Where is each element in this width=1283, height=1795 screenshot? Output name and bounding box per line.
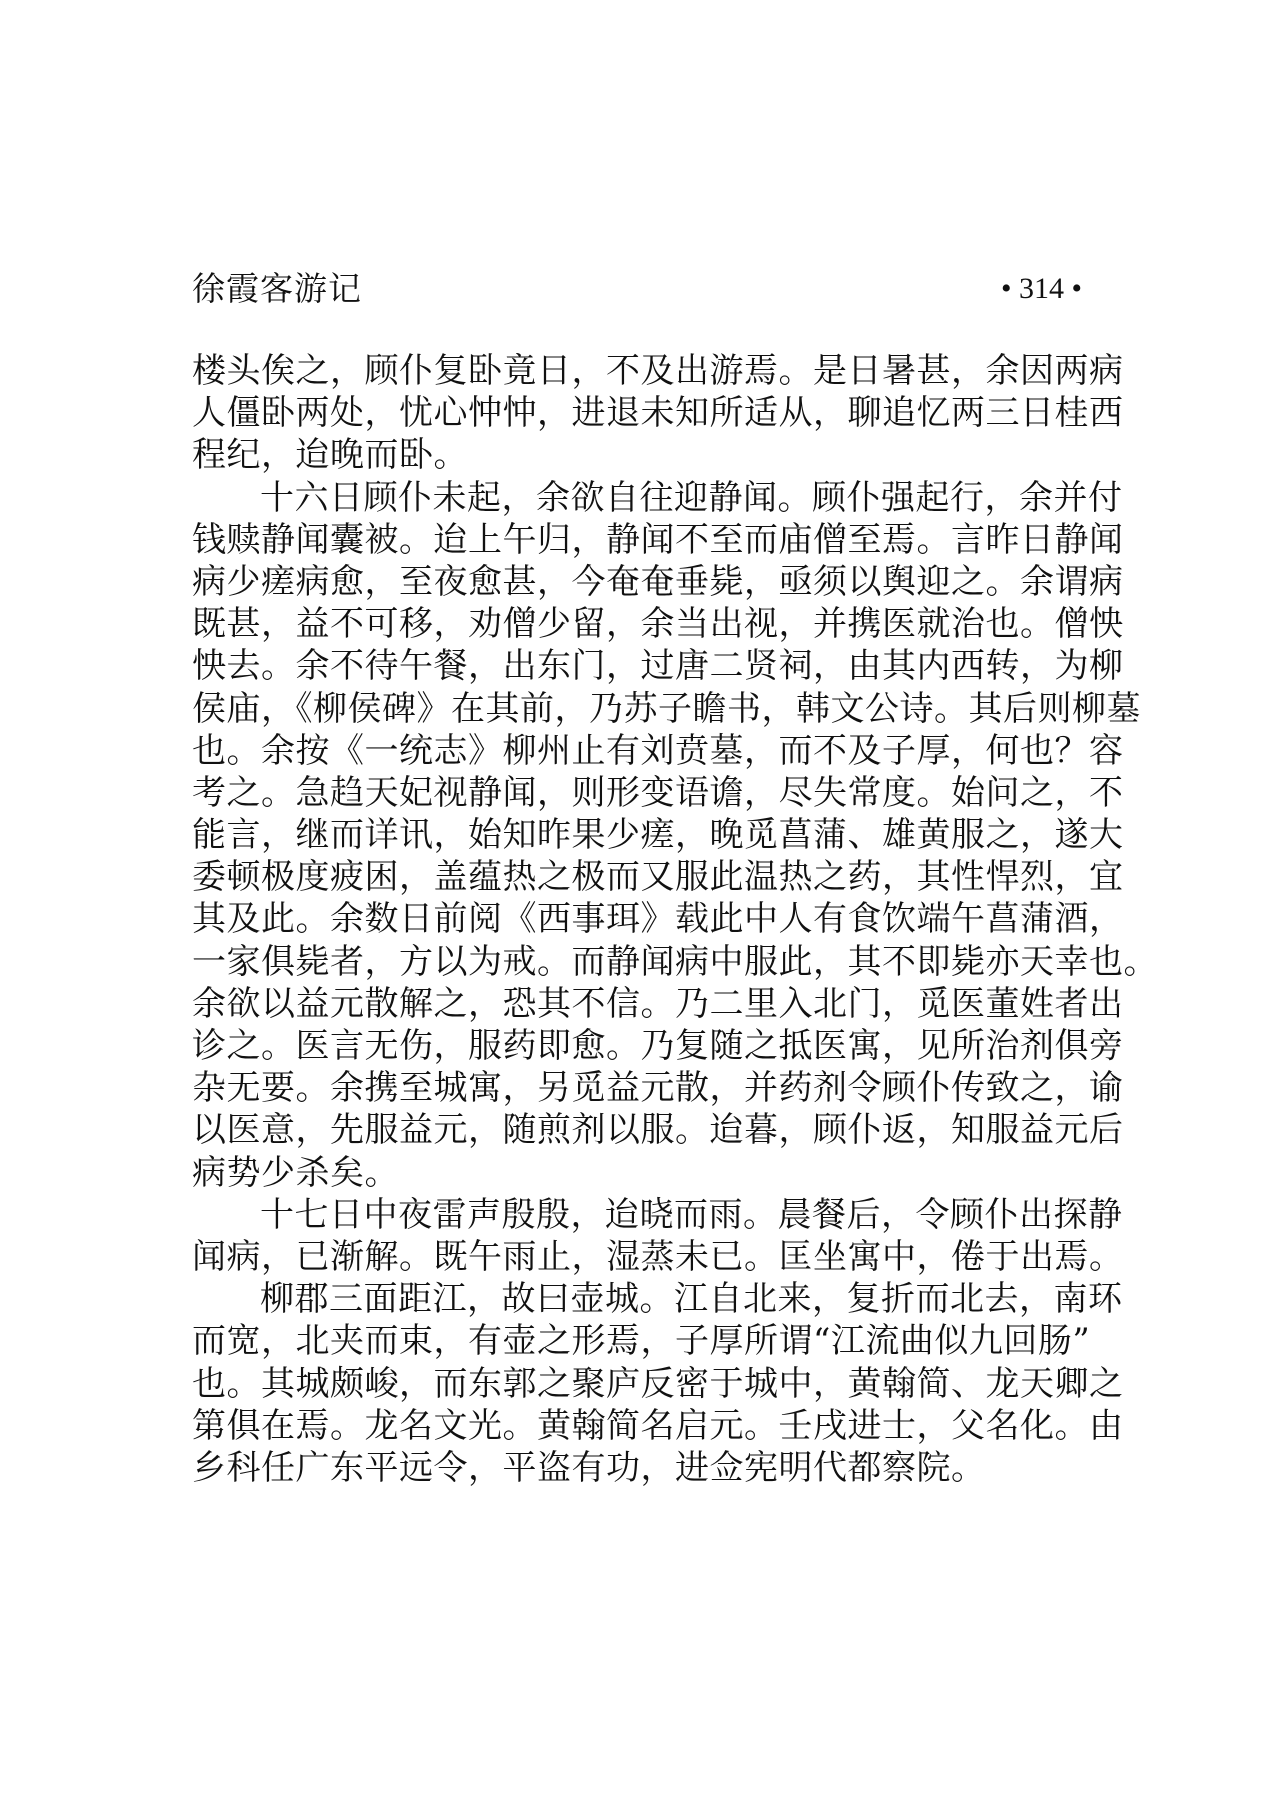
text-line	[192, 941, 1158, 983]
line-text: 其及此。余数日前阅《西事珥》载此中人有食饮端午菖蒲酒，	[192, 899, 1124, 940]
line-text: 侯庙，《柳侯碑》在其前，乃苏子瞻书，韩文公诗。其后则柳墓	[192, 688, 1141, 729]
text-line	[192, 1109, 1124, 1151]
line-text: 余欲以益元散解之，恐其不信。乃二里入北门，觅医董姓者出	[192, 983, 1124, 1024]
body-text	[192, 350, 1158, 1489]
line-text: 人僵卧两处，忧心忡忡，进退未知所适从，聊追忆两三日桂西	[192, 393, 1124, 434]
text-line	[192, 392, 1124, 434]
line-text: 以医意，先服益元，随煎剂以服。迨暮，顾仆返，知服益元后	[192, 1110, 1124, 1151]
line-text: 委顿极度疲困，盖蕴热之极而又服此温热之药，其性悍烈，宜	[192, 857, 1124, 898]
text-line	[192, 1320, 1091, 1362]
text-line	[192, 350, 1124, 392]
line-text: 乡科任广东平远令，平盗有功，进佥宪明代都察院。	[192, 1447, 986, 1488]
line-text: 十七日中夜雷声殷殷，迨晓而雨。晨餐后，令顾仆出探静	[260, 1194, 1123, 1235]
text-line	[192, 519, 1124, 561]
text-line	[192, 477, 1123, 519]
page-header	[192, 264, 1082, 314]
text-line	[192, 645, 1124, 687]
line-text: 怏去。余不待午餐，出东门，过唐二贤祠，由其内西转，为柳	[192, 646, 1124, 687]
text-line	[192, 1025, 1124, 1067]
text-line	[192, 603, 1124, 645]
line-text: 第俱在焉。龙名文光。黄翰简名启元。壬戌进士，父名化。由	[192, 1405, 1124, 1446]
line-text: 杂无要。余携至城寓，另觅益元散，并药剂令顾仆传致之，谕	[192, 1068, 1124, 1109]
line-text: 考之。急趋天妃视静闻，则形变语谵，尽失常度。始问之，不	[192, 772, 1124, 813]
text-line	[192, 1447, 1082, 1489]
text-line	[192, 730, 1124, 772]
text-line	[192, 1194, 1123, 1236]
page-number: • 314 •	[1000, 272, 1082, 305]
line-text: 而宽，北夹而束，有壶之形焉，子厚所谓“江流曲似九回肠”	[192, 1321, 1091, 1362]
text-line	[192, 688, 1141, 730]
line-text: 闻病，已渐解。既午雨止，湿蒸未已。匡坐寓中，倦于出焉。	[192, 1236, 1124, 1277]
line-text: 楼头俟之，顾仆复卧竟日，不及出游焉。是日暑甚，余因两病	[192, 351, 1124, 391]
line-text: 十六日顾仆未起，余欲自往迎静闻。顾仆强起行，余并付	[260, 477, 1123, 518]
line-text: 病少瘥病愈，至夜愈甚，今奄奄垂毙，亟须以舆迎之。余谓病	[192, 561, 1124, 602]
text-line	[192, 1278, 1123, 1320]
text-line	[192, 898, 1124, 940]
text-line	[192, 1067, 1124, 1109]
line-text: 程纪，迨晚而卧。	[192, 435, 468, 476]
line-text: 也。其城颇峻，而东郭之聚庐反密于城中，黄翰简、龙天卿之	[192, 1363, 1124, 1404]
text-line	[192, 1405, 1124, 1447]
line-text: 诊之。医言无伤，服药即愈。乃复随之抵医寓，见所治剂俱旁	[192, 1026, 1124, 1066]
line-text: 病势少杀矣。	[192, 1152, 399, 1193]
text-line	[192, 1236, 1124, 1278]
text-line	[192, 434, 1082, 476]
text-line	[192, 1152, 1082, 1194]
line-text: 一家俱毙者，方以为戒。而静闻病中服此，其不即毙亦天幸也。	[192, 941, 1158, 982]
text-line	[192, 772, 1124, 814]
line-text: 既甚，益不可移，劝僧少留，余当出视，并携医就治也。僧怏	[192, 604, 1124, 645]
text-line	[192, 983, 1124, 1025]
line-text: 柳郡三面距江，故曰壶城。江自北来，复折而北去，南环	[260, 1279, 1123, 1320]
text-line	[192, 561, 1124, 603]
text-line	[192, 856, 1124, 898]
book-title: 徐霞客游记	[192, 269, 362, 308]
line-text: 也。余按《一统志》柳州止有刘贲墓，而不及子厚，何也？容	[192, 730, 1124, 771]
text-line	[192, 814, 1124, 856]
text-line	[192, 1363, 1124, 1405]
line-text: 钱赎静闻囊被。迨上午归，静闻不至而庙僧至焉。言昨日静闻	[192, 519, 1124, 560]
line-text: 能言，继而详讯，始知昨果少瘥，晚觅菖蒲、雄黄服之，遂大	[192, 815, 1124, 856]
